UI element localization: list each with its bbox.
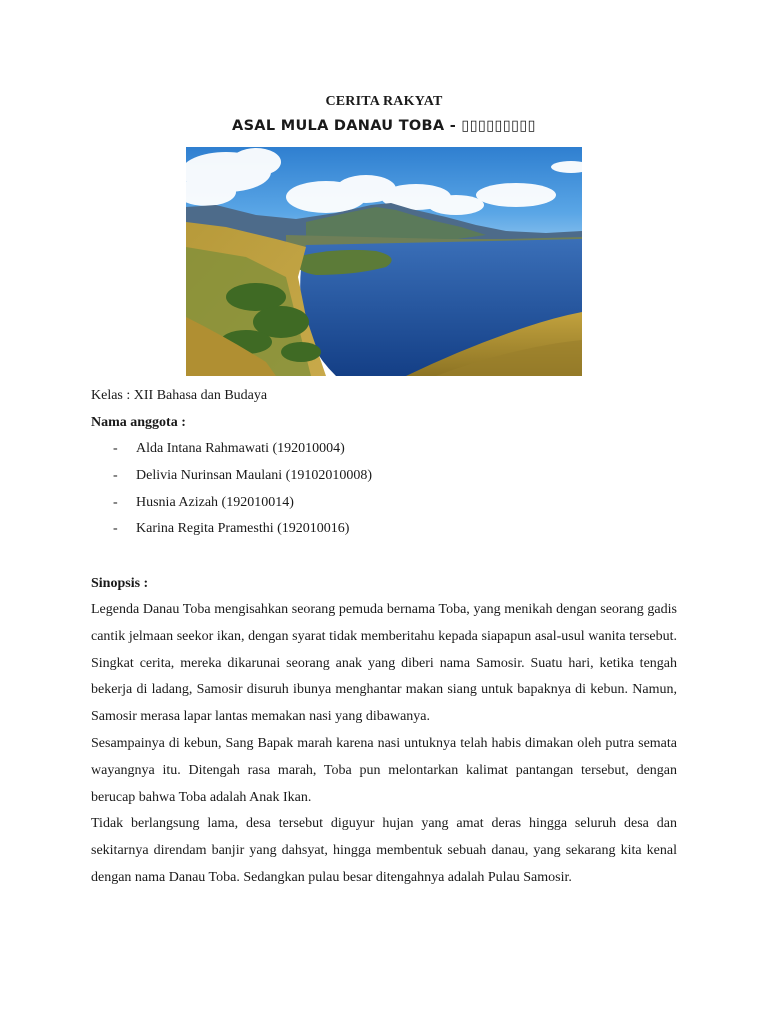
synopsis-body bbox=[91, 597, 677, 892]
document-heading: CERITA RAKYAT bbox=[325, 94, 443, 109]
list-marker: - bbox=[113, 494, 118, 510]
list-item bbox=[91, 463, 677, 490]
synopsis-label: Sinopsis : bbox=[91, 576, 149, 591]
lake-toba-photo bbox=[186, 147, 582, 376]
member-name: Delivia Nurinsan Maulani (19102010008) bbox=[136, 467, 373, 483]
members-list bbox=[91, 436, 677, 543]
member-name: Karina Regita Pramesthi (192010016) bbox=[136, 521, 350, 537]
document-title: ASAL MULA DANAU TOBA - ▯▯▯▯▯▯▯▯▯ bbox=[232, 118, 536, 134]
member-name: Husnia Azizah (192010014) bbox=[136, 494, 294, 510]
synopsis-paragraph: Sesampainya di kebun, Sang Bapak marah karena nasi untuknya telah habis dimakan oleh putra semata wayangnya itu. Ditengah rasa marah, Toba pun melontarkan kalimat pantangan tersebut, dengan berucap bahwa Toba adalah Anak Ikan. bbox=[91, 735, 677, 805]
synopsis-paragraph: Tidak berlangsung lama, desa tersebut diguyur hujan yang amat deras hingga seluruh desa dan sekitarnya direndam banjir yang dahsyat, hingga membentuk sebuah danau, yang sekarang kita kenal dengan nama Danau Toba. Sedangkan pulau besar ditengahnya adalah Pulau Samosir. bbox=[91, 816, 677, 885]
list-item bbox=[91, 516, 677, 543]
synopsis-paragraph: Legenda Danau Toba mengisahkan seorang pemuda bernama Toba, yang menikah dengan seorang gadis cantik jelmaan seekor ikan, dengan syarat tidak memberitahu kepada siapapun asal-usul wanita tersebut. Singkat cerita, mereka dikarunai seorang anak yang diberi nama Samosir. Suatu hari, ketika tengah bekerja di ladang, Samosir disuruh ibunya menghantar makan siang untuk bapaknya di kebun. Namun, Samosir merasa lapar lantas memakan nasi yang dibawanya. bbox=[91, 602, 677, 725]
member-name: Alda Intana Rahmawati (192010004) bbox=[136, 441, 345, 456]
list-marker: - bbox=[113, 441, 118, 456]
list-item bbox=[91, 490, 677, 517]
members-label: Nama anggota : bbox=[91, 415, 186, 430]
list-marker: - bbox=[113, 467, 118, 483]
list-marker: - bbox=[113, 521, 118, 537]
list-item bbox=[91, 436, 677, 463]
class-info: Kelas : XII Bahasa dan Budaya bbox=[91, 388, 268, 403]
